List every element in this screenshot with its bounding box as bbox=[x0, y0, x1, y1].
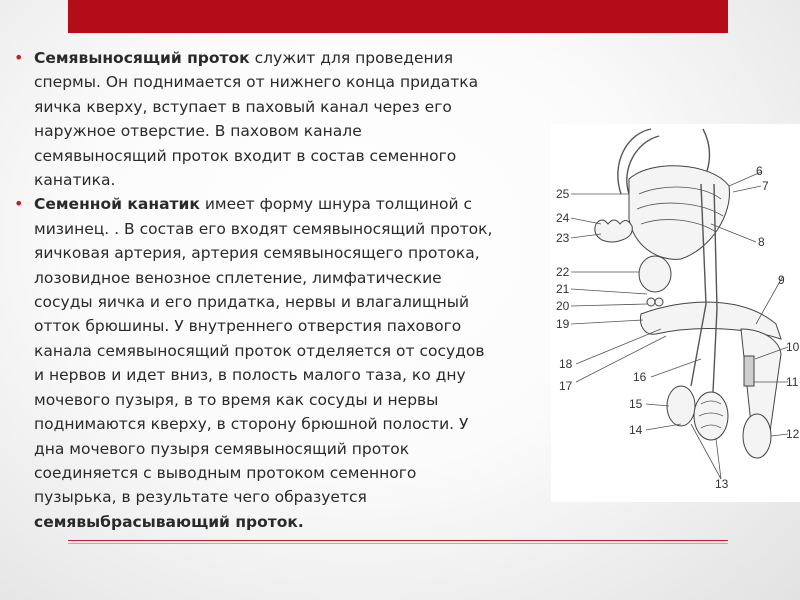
text-line: поднимаются кверху, в сторону брюшной полости. У bbox=[34, 415, 469, 434]
text-line: яичковая артерия, артерия семявыносящего протока, bbox=[34, 244, 480, 263]
label-13: 13 bbox=[715, 477, 729, 491]
label-11: 11 bbox=[786, 375, 799, 389]
leader-line bbox=[733, 186, 761, 192]
leader-line bbox=[576, 329, 661, 364]
text-line: дна мочевого пузыря семявыносящий проток bbox=[34, 439, 410, 458]
label-8: 8 bbox=[758, 235, 765, 249]
slide-text bbox=[14, 46, 554, 534]
term-ejaculatory-duct: семявыбрасывающий проток. bbox=[34, 512, 304, 531]
term-spermatic-cord: Семенной канатик bbox=[34, 195, 200, 214]
label-25: 25 bbox=[556, 187, 570, 201]
text-line: семявыносящий проток входит в состав семенного bbox=[34, 146, 457, 165]
text-line: имеет форму шнура толщиной с bbox=[199, 195, 472, 214]
text-line: сосуды яичка и его придатка, нервы и влагалищный bbox=[34, 293, 470, 312]
label-10: 10 bbox=[786, 340, 800, 354]
label-14: 14 bbox=[629, 423, 643, 437]
leader-line bbox=[571, 218, 601, 224]
leader-line bbox=[711, 224, 756, 242]
anatomy-diagram-svg bbox=[551, 124, 800, 502]
prostate bbox=[639, 256, 671, 292]
text-line: лозовидное венозное сплетение, лимфатические bbox=[34, 268, 442, 287]
leader-line bbox=[571, 304, 647, 306]
label-19: 19 bbox=[556, 317, 570, 331]
glans bbox=[743, 414, 771, 458]
bullet-marker: • bbox=[14, 194, 24, 214]
text-line: спермы. Он поднимается от нижнего конца придатка bbox=[34, 73, 479, 92]
label-15: 15 bbox=[629, 397, 643, 411]
leader-line bbox=[646, 404, 669, 406]
bulbourethral-gland bbox=[647, 298, 655, 306]
label-9: 9 bbox=[778, 273, 785, 287]
footer-rule-shadow bbox=[68, 543, 728, 544]
text-line: мизинец. . В состав его входят семявыносящий проток, bbox=[34, 219, 493, 238]
label-12: 12 bbox=[786, 427, 800, 441]
seminal-vesicle bbox=[595, 220, 632, 242]
label-23: 23 bbox=[556, 231, 570, 245]
label-22: 22 bbox=[556, 265, 570, 279]
text-line: пузырька, в результате чего образуется bbox=[34, 488, 367, 507]
leader-line bbox=[571, 320, 643, 324]
bullet-marker: • bbox=[14, 48, 24, 67]
text-line: наружное отверстие. В паховом канале bbox=[34, 122, 362, 141]
text-line: канатика. bbox=[34, 171, 116, 190]
leader-line bbox=[576, 336, 666, 382]
paragraph-spermatic-cord bbox=[14, 192, 554, 534]
urethra-section bbox=[744, 356, 754, 386]
label-21: 21 bbox=[556, 282, 570, 296]
text-line: яичка кверху, вступает в паховый канал через его bbox=[34, 97, 452, 116]
text-line: отток брюшины. У внутреннего отверстия пахового bbox=[34, 317, 462, 336]
label-7: 7 bbox=[762, 179, 769, 193]
label-18: 18 bbox=[559, 357, 573, 371]
leader-line bbox=[646, 424, 681, 430]
label-17: 17 bbox=[559, 379, 573, 393]
bulbourethral-gland bbox=[655, 298, 663, 306]
footer-rule bbox=[68, 540, 728, 541]
leader-line bbox=[571, 289, 647, 294]
label-24: 24 bbox=[556, 211, 570, 225]
paragraph-vas-deferens bbox=[14, 46, 554, 192]
text-line: служит для проведения bbox=[249, 49, 454, 67]
header-accent-bar bbox=[68, 0, 728, 33]
label-20: 20 bbox=[556, 299, 570, 313]
anatomy-diagram bbox=[551, 124, 800, 502]
label-16: 16 bbox=[633, 370, 647, 384]
leader-line bbox=[571, 234, 601, 238]
testis-left bbox=[667, 386, 695, 426]
text-line: мочевого пузыря, в то время как сосуды и нервы bbox=[34, 390, 439, 409]
term-vas-deferens: Семявыносящий проток bbox=[34, 49, 250, 67]
text-line: канала семявыносящий проток отделяется от сосудов bbox=[34, 341, 485, 360]
text-line: соединяется с выводным протоком семенного bbox=[34, 463, 417, 482]
label-6: 6 bbox=[756, 164, 763, 178]
text-line: и нервов и идет вниз, в полость малого таза, ко дну bbox=[34, 366, 466, 385]
